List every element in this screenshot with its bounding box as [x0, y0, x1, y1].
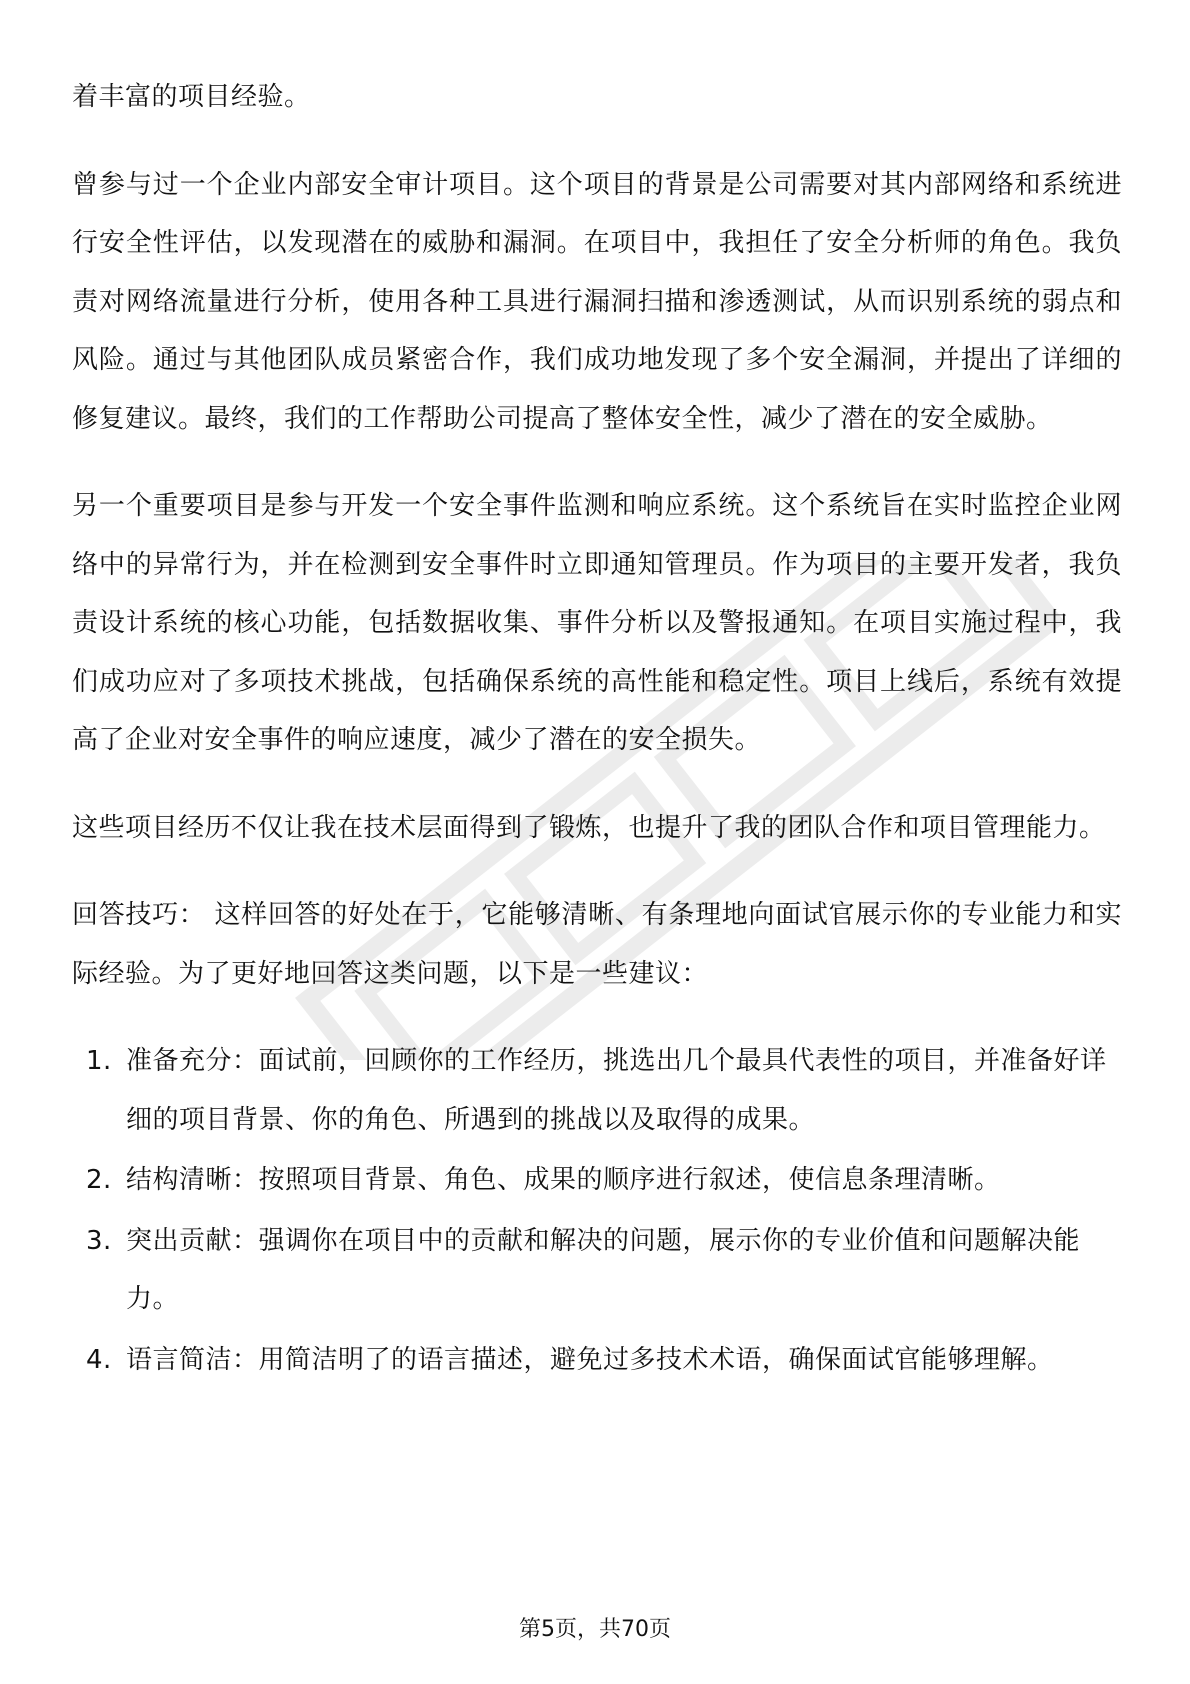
list-item-text: 准备充分：面试前，回顾你的工作经历，挑选出几个最具代表性的项目，并准备好详细的项目背景、你的角色、所遇到的挑战以及取得的成果。 [126, 1046, 1107, 1135]
page-number-footer: 第5页，共70页 [519, 1617, 671, 1642]
document-body [72, 68, 1122, 1389]
list-item [72, 1151, 1122, 1210]
list-item-number: 4. [86, 1344, 112, 1375]
list-item-text: 突出贡献：强调你在项目中的贡献和解决的问题，展示你的专业价值和问题解决能力。 [126, 1225, 1081, 1314]
paragraph-project-audit: 曾参与过一个企业内部安全审计项目。这个项目的背景是公司需要对其内部网络和系统进行安全性评估，以发现潜在的威胁和漏洞。在项目中，我担任了安全分析师的角色。我负责对网络流量进行分析，使用各种工具进行漏洞扫描和渗透测试，从而识别系统的弱点和风险。通过与其他团队成员紧密合作，我们成功地发现了多个安全漏洞，并提出了详细的修复建议。最终，我们的工作帮助公司提高了整体安全性，减少了潜在的安全威胁。 [72, 169, 1122, 434]
list-item-number: 3. [86, 1225, 112, 1256]
list-item [72, 1331, 1122, 1390]
list-item [72, 1212, 1122, 1329]
list-item-text: 语言简洁：用简洁明了的语言描述，避免过多技术术语，确保面试官能够理解。 [126, 1344, 1054, 1375]
list-item [72, 1032, 1122, 1149]
tips-list [72, 1032, 1122, 1389]
list-item-number: 1. [86, 1046, 112, 1076]
paragraph-answer-tips: 回答技巧： 这样回答的好处在于，它能够清晰、有条理地向面试官展示你的专业能力和实际经验。为了更好地回答这类问题，以下是一些建议： [72, 900, 1122, 989]
paragraph-project-monitoring: 另一个重要项目是参与开发一个安全事件监测和响应系统。这个系统旨在实时监控企业网络中的异常行为，并在检测到安全事件时立即通知管理员。作为项目的主要开发者，我负责设计系统的核心功能，包括数据收集、事件分析以及警报通知。在项目实施过程中，我们成功应对了多项技术挑战，包括确保系统的高性能和稳定性。项目上线后，系统有效提高了企业对安全事件的响应速度，减少了潜在的安全损失。 [72, 491, 1122, 755]
paragraph-summary: 这些项目经历不仅让我在技术层面得到了锻炼，也提升了我的团队合作和项目管理能力。 [72, 812, 1106, 843]
list-item-text: 结构清晰：按照项目背景、角色、成果的顺序进行叙述，使信息条理清晰。 [126, 1165, 1001, 1195]
paragraph-intro-tail: 着丰富的项目经验。 [72, 82, 311, 112]
list-item-number: 2. [86, 1165, 112, 1195]
